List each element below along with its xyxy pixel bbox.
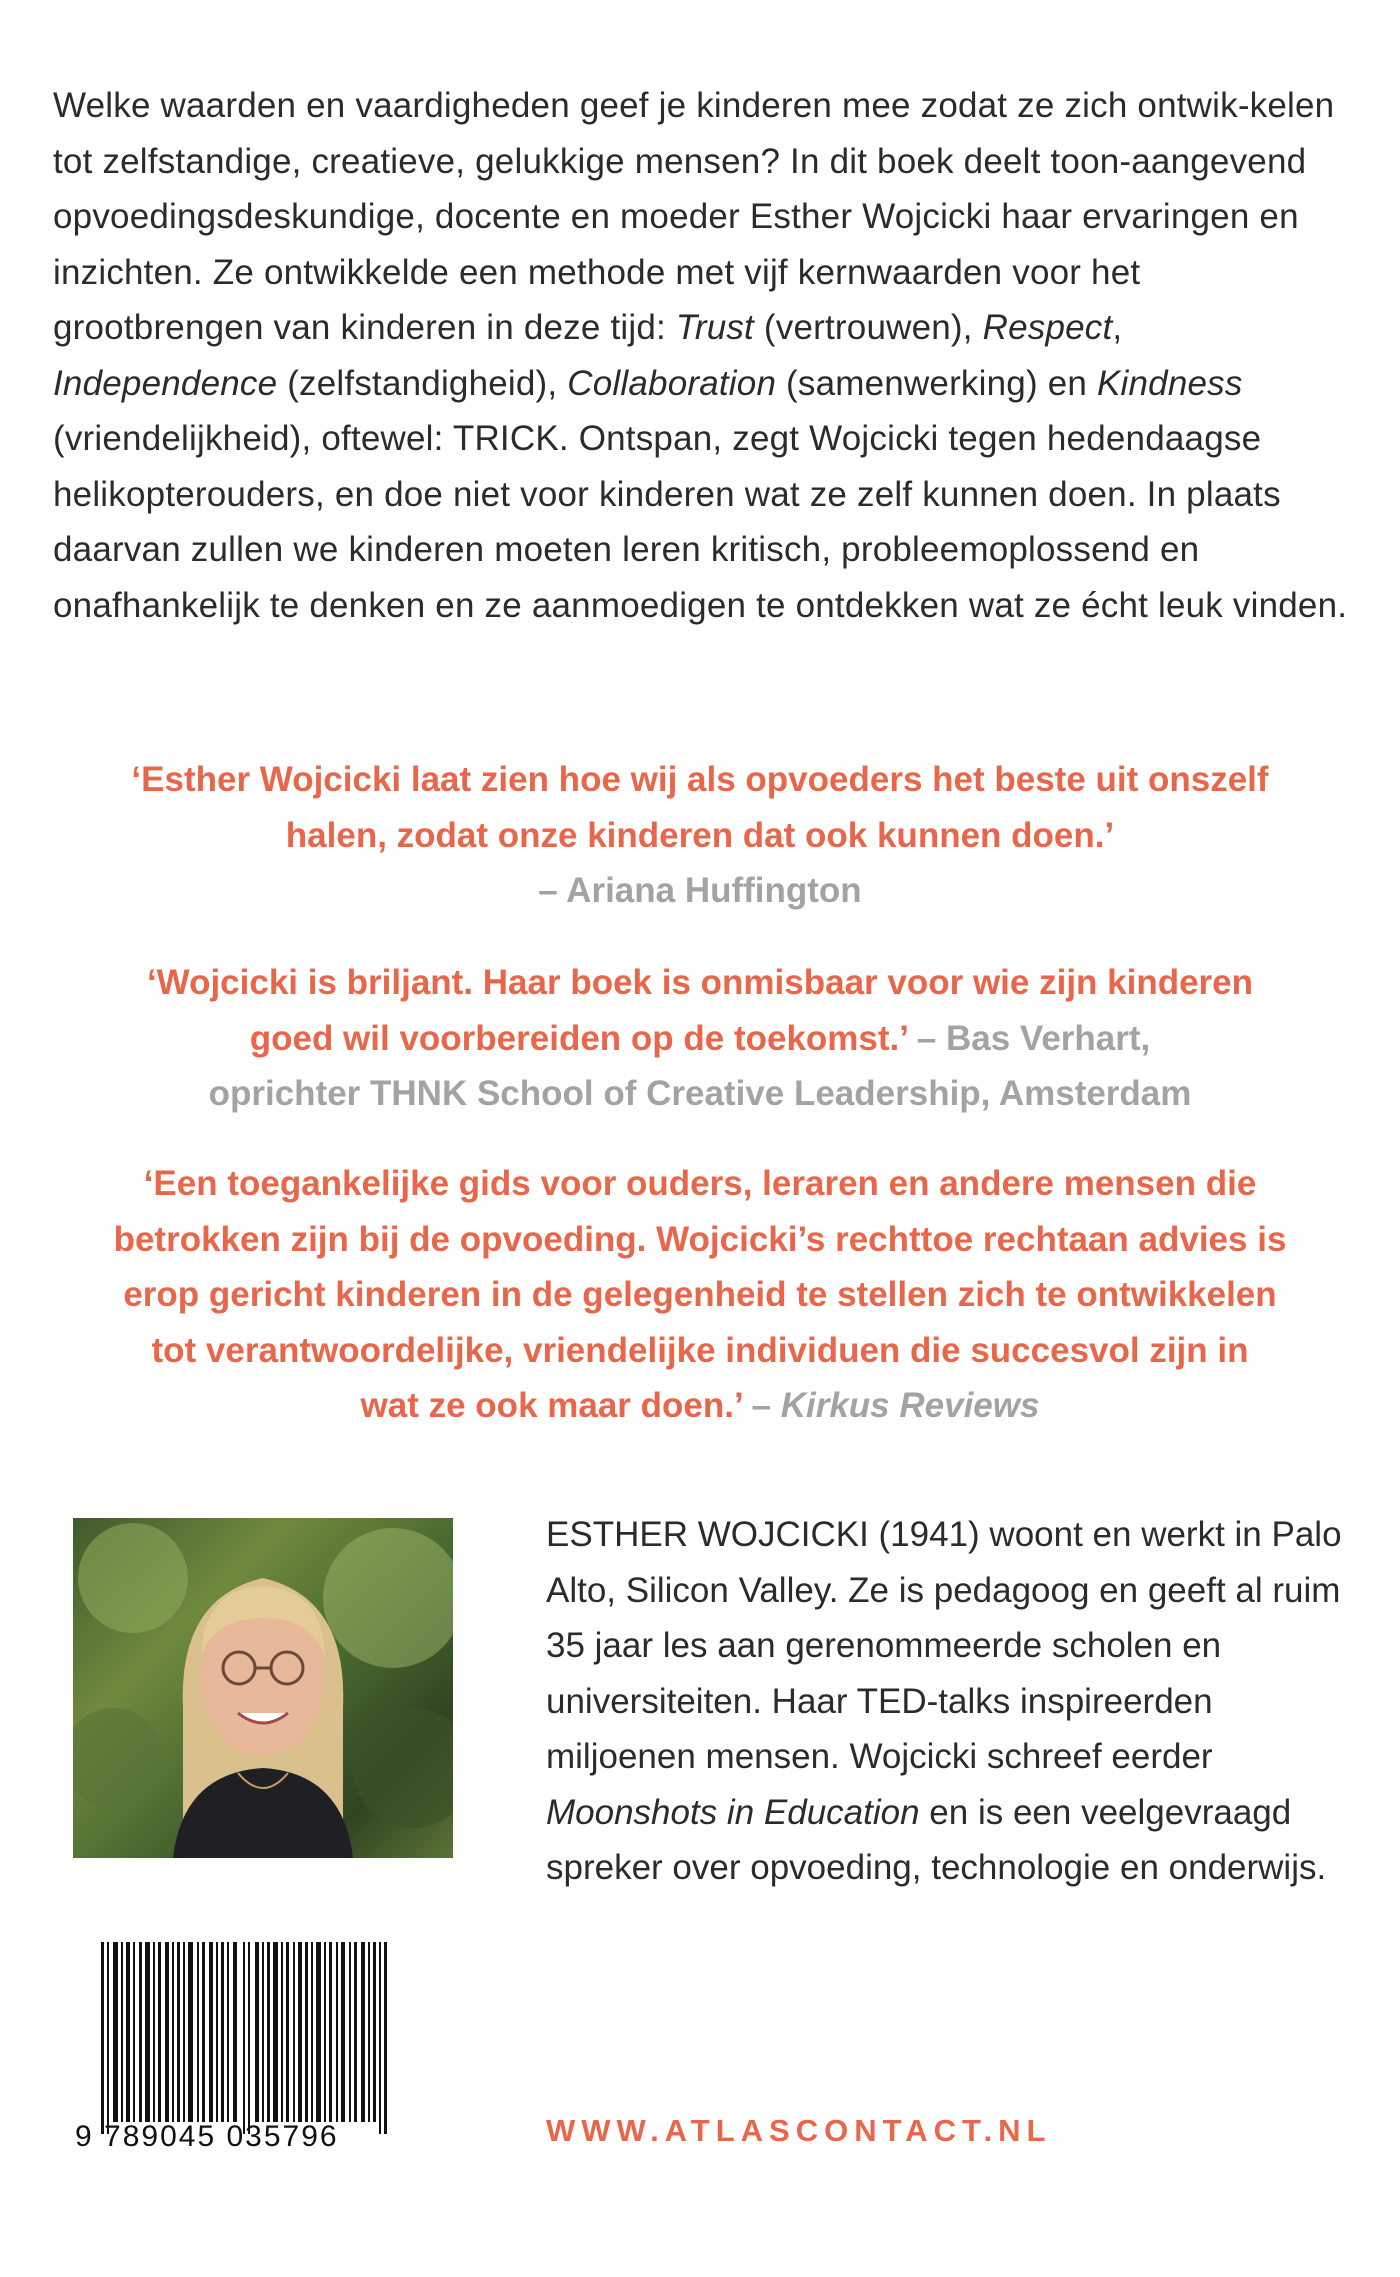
bio-book-title: Moonshots in Education <box>546 1792 920 1832</box>
author-bio <box>546 1507 1346 1896</box>
quote-attribution: Kirkus Reviews <box>780 1386 1040 1425</box>
quote-line: goed wil voorbereiden op de toekomst.’ <box>249 1018 908 1058</box>
quote-kirkus <box>40 1156 1360 1434</box>
author-photo <box>73 1518 453 1858</box>
quote-verhart <box>40 955 1360 1122</box>
blurb-text: (samenwerking) en <box>776 363 1097 403</box>
author-portrait-illustration <box>73 1518 453 1858</box>
blurb-kindness: Kindness <box>1096 363 1243 403</box>
quote-line: tot verantwoordelijke, vriendelijke individuen die succesvol zijn in <box>151 1330 1249 1370</box>
blurb-text: , <box>1112 308 1123 347</box>
blurb-text: (vertrouwen), <box>754 308 983 347</box>
quote-line: ‘Esther Wojcicki laat zien hoe wij als opvoeders het beste uit onszelf <box>131 760 1269 799</box>
blurb-text: (zelfstandigheid), <box>277 363 568 403</box>
publisher-website[interactable]: WWW.ATLASCONTACT.NL <box>546 2113 1052 2148</box>
quote-attribution: – Ariana Huffington <box>538 871 862 910</box>
quote-attribution: – Bas Verhart, <box>907 1018 1151 1058</box>
blurb-collaboration: Collaboration <box>567 363 777 403</box>
quote-huffington <box>40 752 1360 919</box>
isbn-barcode <box>73 1942 433 2152</box>
quote-line: ‘Wojcicki is briljant. Haar boek is onmisbaar voor wie zijn kinderen <box>146 963 1254 1002</box>
blurb-respect: Respect <box>982 308 1113 347</box>
back-cover-blurb <box>53 78 1353 633</box>
quote-line: halen, zodat onze kinderen dat ook kunnen doen.’ <box>285 815 1115 855</box>
quote-attribution-role: oprichter THNK School of Creative Leadership, Amsterdam <box>208 1074 1192 1113</box>
quote-line: betrokken zijn bij de opvoeding. Wojcicki’s rechttoe rechtaan advies is <box>113 1219 1287 1259</box>
quote-line: wat ze ook maar doen.’ <box>360 1386 742 1425</box>
blurb-text: Welke waarden en vaardigheden geef je kinderen mee zodat ze zich ontwik-kelen tot zelfstandige, creatieve, gelukkige mensen? In dit boek deelt toon-aangevend opvoedingsdeskundige, docente en moeder Esther Wojcicki haar ervaringen en inzichten. Ze ontwikkelde een methode met vijf kernwaarden voor het grootbrengen van kinderen in deze tijd: <box>53 86 1335 347</box>
isbn-digits: 9 789045 035796 <box>75 2120 339 2153</box>
blurb-text: (vriendelijkheid), oftewel: TRICK. Ontspan, zegt Wojcicki tegen hedendaagse helikopterouders, en doe niet voor kinderen wat ze zelf kunnen doen. In plaats daarvan zullen we kinderen moeten leren kritisch, probleemoplossend en onafhankelijk te denken en ze aanmoedigen te ontdekken wat ze écht leuk vinden. <box>53 419 1348 625</box>
quote-line: ‘Een toegankelijke gids voor ouders, leraren en andere mensen die <box>143 1164 1257 1203</box>
quote-line: erop gericht kinderen in de gelegenheid te stellen zich te ontwikkelen <box>123 1275 1277 1314</box>
blurb-trust: Trust <box>675 308 754 347</box>
quote-dash: – <box>741 1386 781 1425</box>
bio-text: ESTHER WOJCICKI (1941) woont en werkt in Palo Alto, Silicon Valley. Ze is pedagoog en geeft al ruim 35 jaar les aan gerenommeerde scholen en universiteiten. Haar TED-talks inspireerden miljoenen mensen. Wojcicki schreef eerder <box>546 1515 1342 1776</box>
blurb-independence: Independence <box>53 363 278 403</box>
bio-text: en is een veelgevraagd spreker over opvoeding, technologie en onderwijs. <box>546 1792 1327 1887</box>
